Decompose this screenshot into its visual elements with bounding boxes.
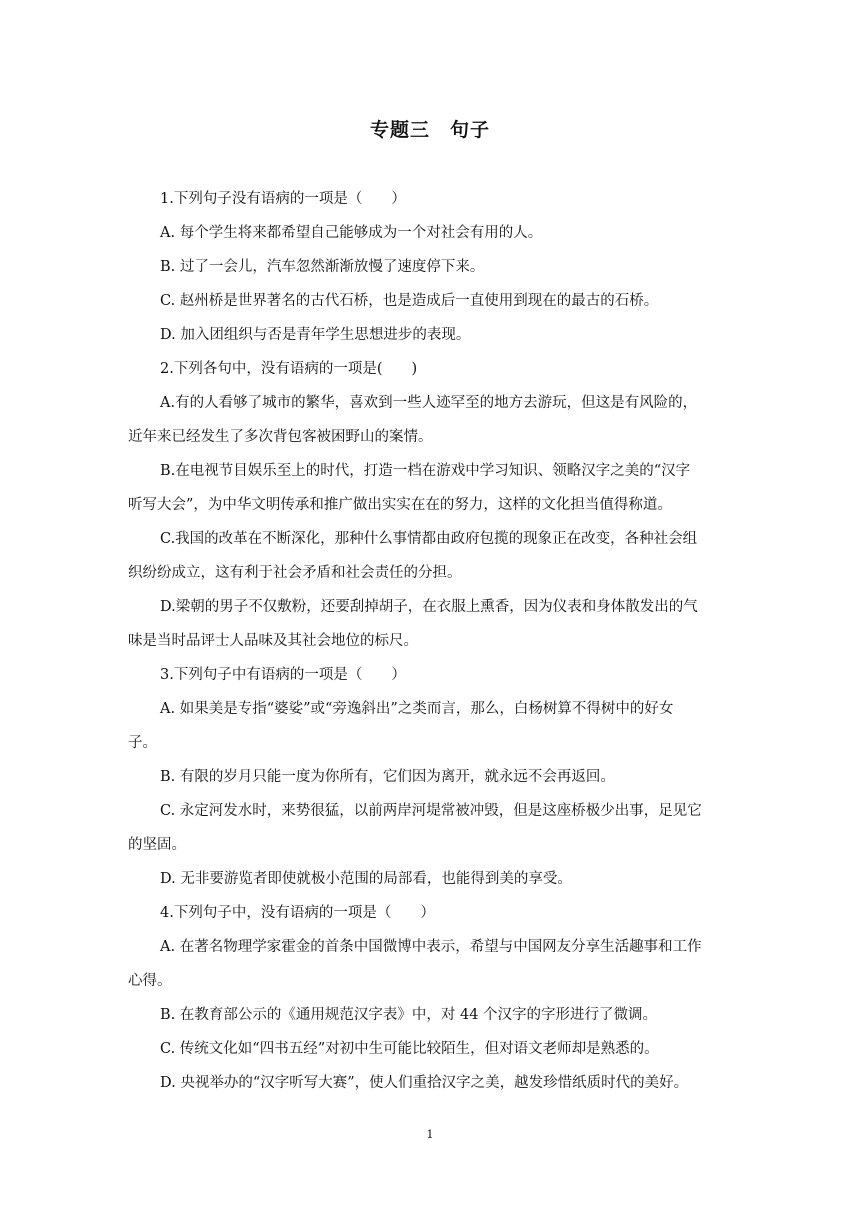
answer-option: C.我国的改革在不断深化，那种什么事情都由政府包揽的现象正在改变，各种社会组 xyxy=(160,531,698,547)
answer-option-continued: 听写大会”，为中华文明传承和推广做出实实在在的努力，这样的文化担当值得称道。 xyxy=(128,497,672,513)
answer-option: A. 在著名物理学家霍金的首条中国微博中表示，希望与中国网友分享生活趣事和工作 xyxy=(160,939,702,955)
answer-option-continued: 近年来已经发生了多次背包客被困野山的案情。 xyxy=(128,429,433,445)
answer-option: B. 在教育部公示的《通用规范汉字表》中，对 44 个汉字的字形进行了微调。 xyxy=(160,1007,658,1023)
answer-option: B.在电视节目娱乐至上的时代，打造一档在游戏中学习知识、领略汉字之美的“汉字 xyxy=(160,463,691,479)
answer-option: A.有的人看够了城市的繁华，喜欢到一些人迹罕至的地方去游玩，但这是有风险的， xyxy=(160,395,698,411)
answer-option: D. 央视举办的“汉字听写大赛”，使人们重拾汉字之美，越发珍惜纸质时代的美好。 xyxy=(160,1075,689,1091)
question-stem: 1.下列句子没有语病的一项是（ ） xyxy=(160,191,406,207)
answer-option-continued: 心得。 xyxy=(128,973,172,989)
answer-option-continued: 的坚固。 xyxy=(128,837,186,853)
page-number: 1 xyxy=(426,1128,434,1141)
answer-option-continued: 味是当时品评士人品味及其社会地位的标尺。 xyxy=(128,633,418,649)
answer-option: A. 如果美是专指“婆娑”或“旁逸斜出”之类而言，那么，白杨树算不得树中的好女 xyxy=(160,701,674,717)
answer-option: D.梁朝的男子不仅敷粉，还要刮掉胡子，在衣服上熏香，因为仪表和身体散发出的气 xyxy=(160,599,698,615)
answer-option: C. 传统文化如“四书五经”对初中生可能比较陌生，但对语文老师却是熟悉的。 xyxy=(160,1041,659,1057)
answer-option: B. 过了一会儿，汽车忽然渐渐放慢了速度停下来。 xyxy=(160,259,485,275)
answer-option: A. 每个学生将来都希望自己能够成为一个对社会有用的人。 xyxy=(160,225,543,241)
answer-option: C. 赵州桥是世界著名的古代石桥，也是造成后一直使用到现在的最古的石桥。 xyxy=(160,293,659,309)
question-stem: 4.下列句子中，没有语病的一项是（ ） xyxy=(160,905,435,921)
answer-option: B. 有限的岁月只能一度为你所有，它们因为离开，就永远不会再返回。 xyxy=(160,769,615,785)
answer-option: D. 加入团组织与否是青年学生思想进步的表现。 xyxy=(160,327,471,343)
page-title: 专题三 句子 xyxy=(369,119,490,141)
answer-option-continued: 织纷纷成立，这有利于社会矛盾和社会责任的分担。 xyxy=(128,565,462,581)
question-stem: 3.下列句子中有语病的一项是（ ） xyxy=(160,667,406,683)
answer-option: C. 永定河发水时，来势很猛，以前两岸河堤常被冲毁，但是这座桥极少出事，足见它 xyxy=(160,803,702,819)
answer-option: D. 无非要游览者即使就极小范围的局部看，也能得到美的享受。 xyxy=(160,871,572,887)
question-stem: 2.下列各句中，没有语病的一项是( ) xyxy=(160,361,418,377)
answer-option-continued: 子。 xyxy=(128,735,157,751)
question-list xyxy=(128,182,732,1100)
